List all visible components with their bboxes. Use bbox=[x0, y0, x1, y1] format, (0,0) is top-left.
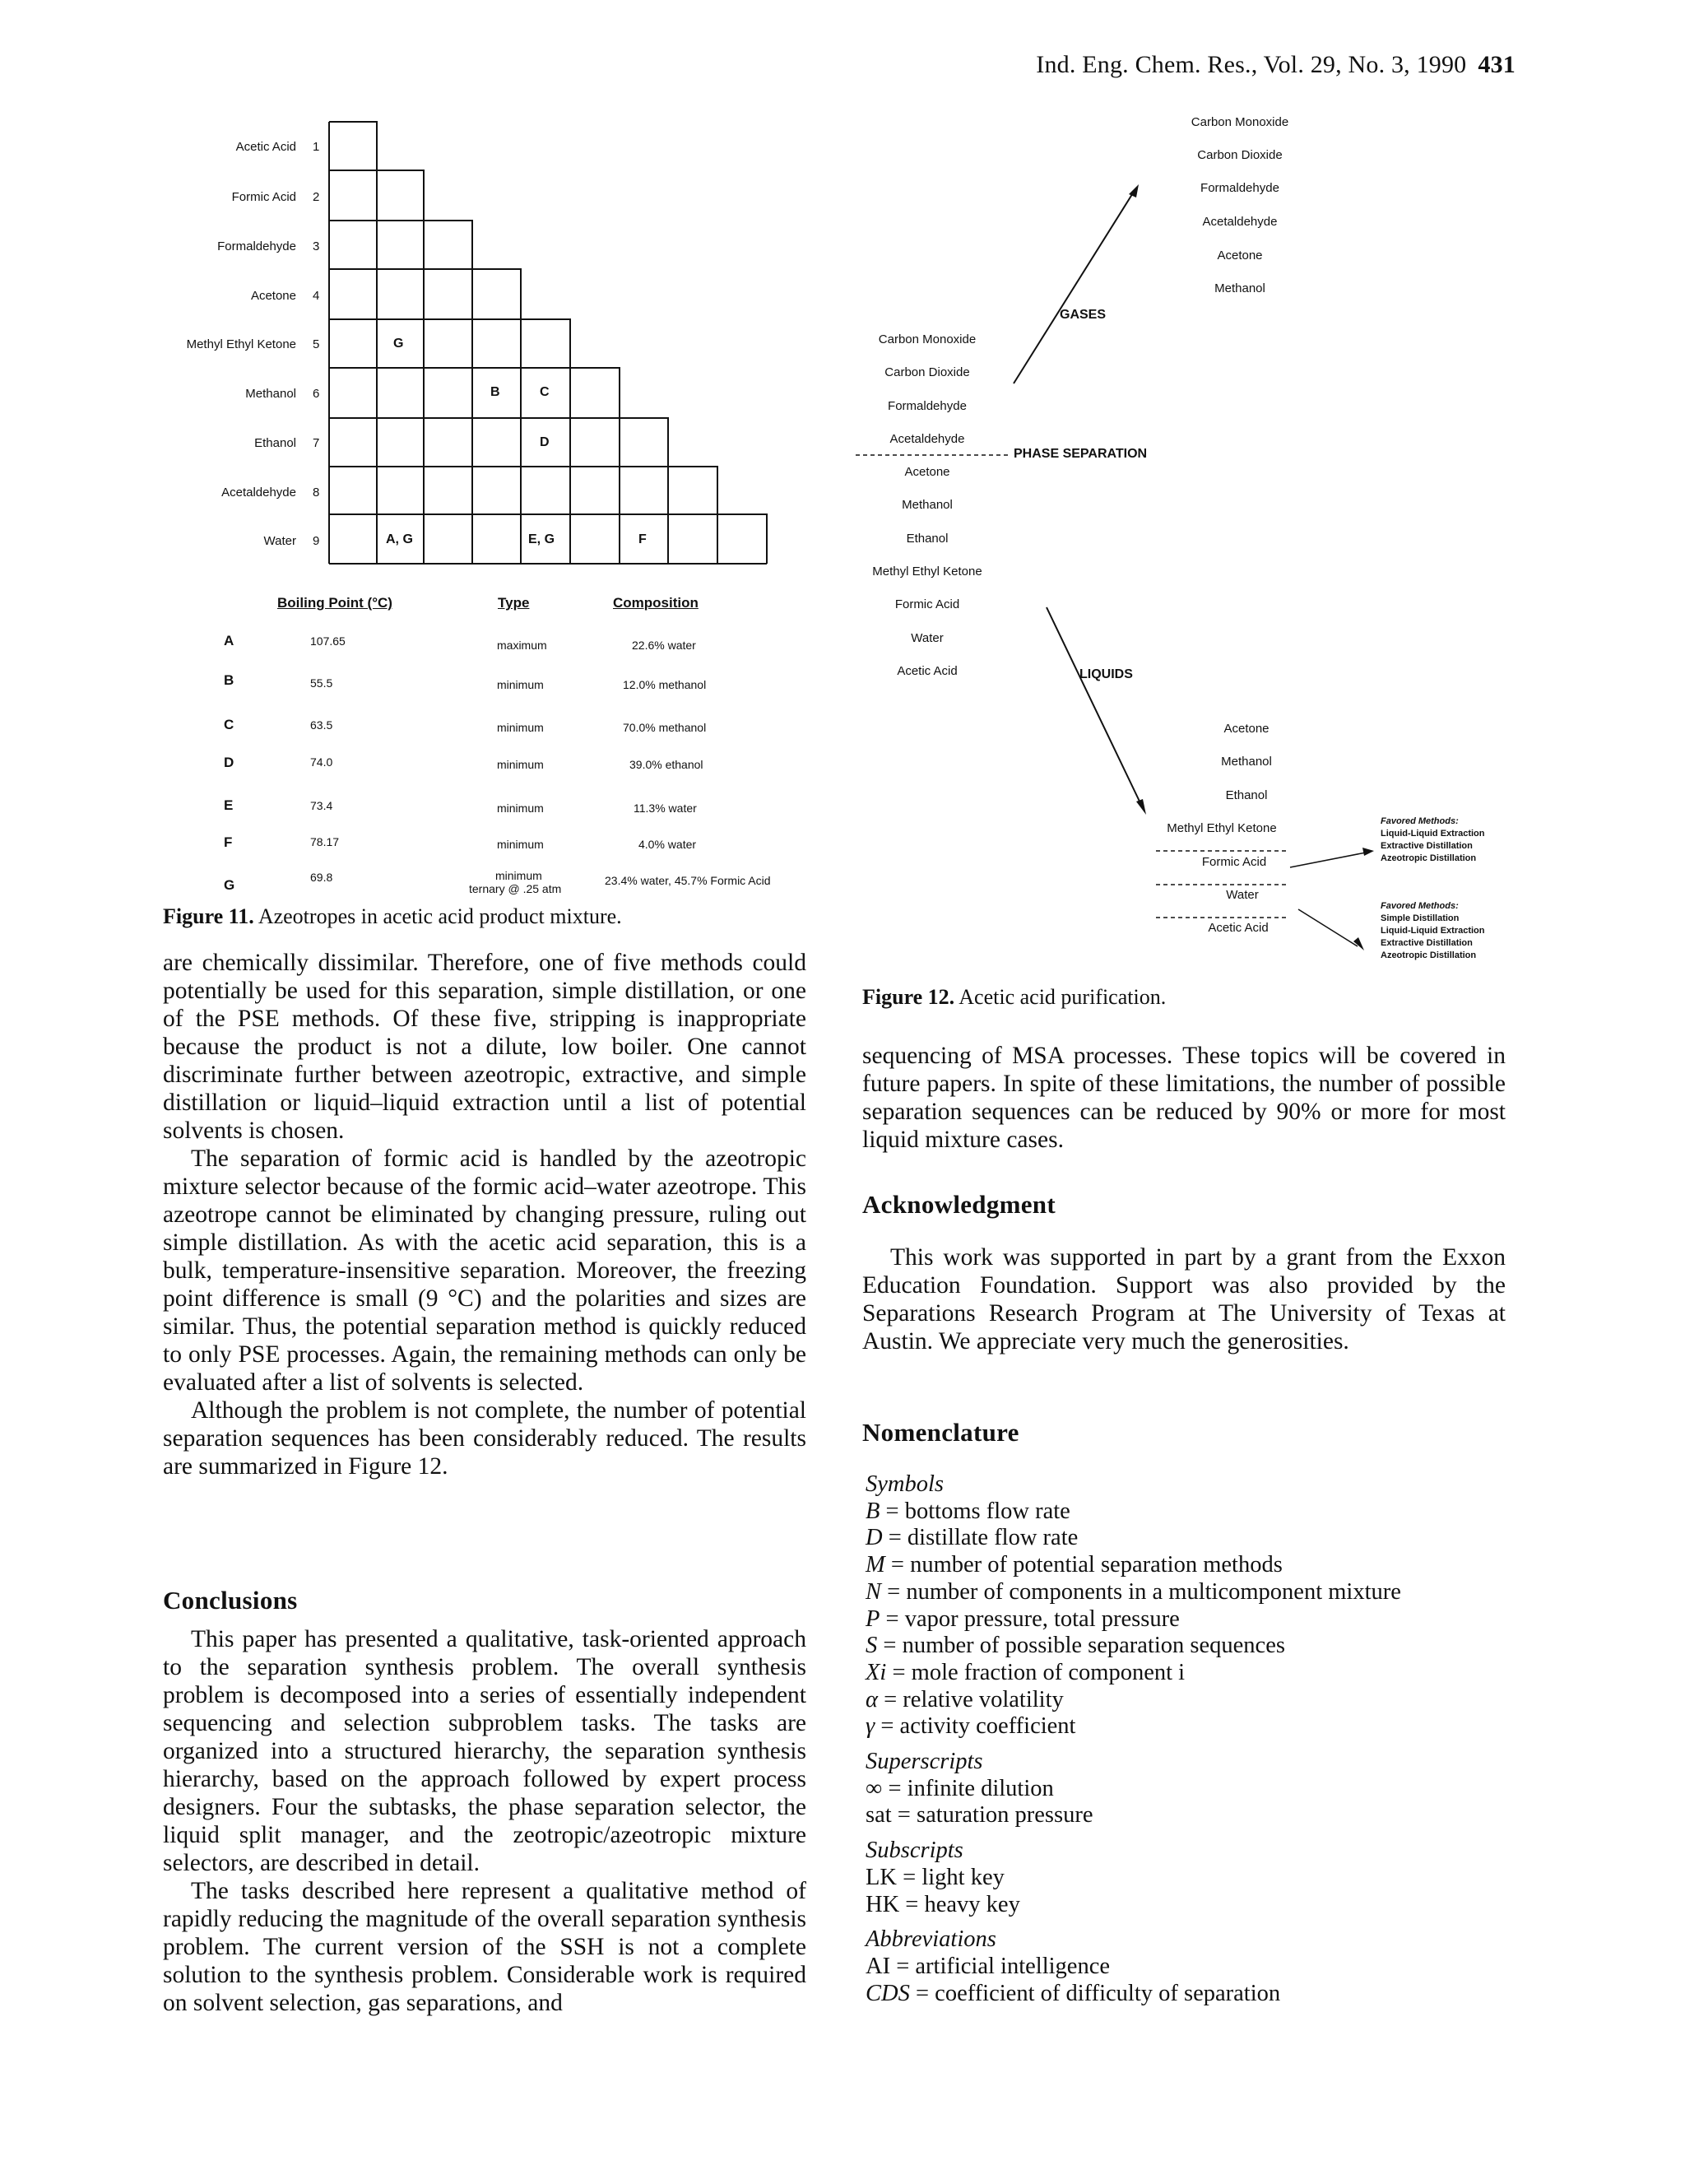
row-label: Methyl Ethyl Ketone bbox=[186, 337, 296, 351]
row-number: 1 bbox=[313, 140, 320, 154]
list-item: Acetaldehyde bbox=[889, 432, 965, 446]
row-label: Acetic Acid bbox=[235, 140, 296, 154]
paragraph: This work was supported in part by a grant from the Exxon Education Foundation. Support was also provided by the Separations Research Program at The University of Texas at Austin. We appreciate very much the generosities. bbox=[862, 1244, 1506, 1355]
list-item: Ethanol bbox=[1225, 788, 1268, 802]
table-row-key: G bbox=[224, 877, 235, 893]
row-number: 9 bbox=[313, 534, 320, 548]
nomenclature-entry: CDS = coefficient of difficulty of separation bbox=[866, 1980, 1281, 2006]
column-header-composition: Composition bbox=[613, 595, 699, 611]
caption-label: Figure 12. bbox=[862, 985, 955, 1009]
left-column-text bbox=[163, 949, 806, 1480]
list-item: Formic Acid bbox=[894, 597, 960, 611]
nomenclature-list bbox=[866, 1471, 1524, 2007]
list-item: Carbon Dioxide bbox=[884, 365, 970, 379]
row-number: 5 bbox=[313, 337, 320, 351]
favored-item: Extractive Distillation bbox=[1381, 841, 1473, 851]
azeotrope-cell-ag: A, G bbox=[386, 532, 413, 546]
list-item: Formaldehyde bbox=[888, 399, 967, 413]
list-item: Carbon Dioxide bbox=[1197, 148, 1283, 162]
favored-title: Favored Methods: bbox=[1381, 816, 1459, 826]
table-row-key: B bbox=[224, 672, 234, 688]
row-number: 7 bbox=[313, 436, 320, 450]
table-cell: minimum bbox=[497, 678, 544, 691]
nomenclature-entry: γ = activity coefficient bbox=[866, 1713, 1076, 1740]
journal-citation: Ind. Eng. Chem. Res., Vol. 29, No. 3, 1990 bbox=[1036, 51, 1467, 78]
nomenclature-entry: M = number of potential separation methods bbox=[866, 1552, 1283, 1578]
table-cell: minimum bbox=[497, 721, 544, 734]
azeotrope-cell-b: B bbox=[490, 385, 500, 399]
row-label: Formaldehyde bbox=[217, 239, 296, 253]
table-cell: maximum bbox=[497, 639, 547, 652]
acknowledgment-heading: Acknowledgment bbox=[862, 1190, 1056, 1219]
list-item: Acetic Acid bbox=[897, 664, 958, 678]
table-row-key: D bbox=[224, 755, 234, 770]
abbreviations-heading: Abbreviations bbox=[866, 1926, 996, 1953]
column-header-type: Type bbox=[498, 595, 530, 611]
table-cell: 74.0 bbox=[310, 755, 333, 769]
favored-item: Extractive Distillation bbox=[1381, 938, 1473, 948]
list-item: Acetic Acid bbox=[1208, 921, 1269, 935]
table-cell: 63.5 bbox=[310, 718, 333, 732]
list-item: Acetone bbox=[1217, 249, 1263, 263]
table-row-key: E bbox=[224, 797, 234, 813]
superscripts-heading: Superscripts bbox=[866, 1749, 983, 1775]
table-cell: minimum bbox=[497, 758, 544, 771]
figure-12-caption bbox=[862, 985, 1166, 1010]
nomenclature-entry: B = bottoms flow rate bbox=[866, 1498, 1070, 1524]
paragraph: sequencing of MSA processes. These topics will be covered in future papers. In spite of these limitations, the number of possible separation sequences can be reduced by 90% or more for most liquid mixture cases. bbox=[862, 1043, 1506, 1153]
phase-separation-label: PHASE SEPARATION bbox=[1014, 447, 1148, 461]
favored-methods-acetic bbox=[1381, 900, 1485, 962]
table-cell: 4.0% water bbox=[638, 838, 697, 851]
row-label: Methanol bbox=[245, 387, 296, 401]
list-item: Acetone bbox=[904, 465, 950, 479]
table-cell: ternary @ .25 atm bbox=[469, 882, 562, 895]
row-number: 8 bbox=[313, 486, 320, 500]
nomenclature-heading: Nomenclature bbox=[862, 1418, 1019, 1447]
row-number: 3 bbox=[313, 239, 320, 253]
list-item: Acetone bbox=[1223, 722, 1270, 736]
list-item: Formic Acid bbox=[1201, 855, 1267, 869]
nomenclature-entry: Xi = mole fraction of component i bbox=[866, 1659, 1186, 1685]
table-cell: 55.5 bbox=[310, 676, 333, 690]
list-item: Methanol bbox=[902, 498, 953, 512]
row-label: Acetone bbox=[250, 289, 296, 303]
azeotrope-cell-c: C bbox=[540, 385, 550, 399]
favored-item: Azeotropic Distillation bbox=[1381, 853, 1477, 863]
nomenclature-entry: D = distillate flow rate bbox=[866, 1525, 1079, 1551]
list-item: Methanol bbox=[1214, 281, 1265, 295]
column-header-boiling-point: Boiling Point (°C) bbox=[277, 595, 392, 611]
purification-flow-arrows bbox=[0, 0, 1685, 1029]
caption-text: Acetic acid purification. bbox=[959, 985, 1167, 1009]
row-label: Ethanol bbox=[254, 436, 296, 450]
caption-text: Azeotropes in acetic acid product mixture. bbox=[258, 904, 622, 928]
list-item: Methyl Ethyl Ketone bbox=[1167, 821, 1277, 835]
table-cell: 11.3% water bbox=[634, 802, 697, 815]
paragraph: The tasks described here represent a qualitative method of rapidly reducing the magnitude of the overall separation synthesis problem. The current version of the SSH is not a complete solution to the synthesis problem. Considerable work is required on solvent selection, gas separations, and bbox=[163, 1878, 806, 2016]
nomenclature-entry: S = number of possible separation sequences bbox=[866, 1633, 1285, 1659]
right-column-text bbox=[862, 1042, 1506, 1154]
list-item: Carbon Monoxide bbox=[1191, 115, 1289, 129]
nomenclature-entry: LK = light key bbox=[866, 1864, 1005, 1890]
caption-label: Figure 11. bbox=[163, 904, 254, 928]
table-cell: 12.0% methanol bbox=[623, 678, 707, 691]
paragraph: The separation of formic acid is handled by the azeotropic mixture selector because of the formic acid–water azeotrope. This azeotrope cannot be eliminated by changing pressure, ruling out simple distillation. As with the acetic acid separation, this is a bulk, temperature-insensitive separation. Moreover, the freezing point difference is small (9 °C) and the polarities and sizes are similar. Thus, the potential separation method is quickly reduced to only PSE processes. Again, the remaining methods can only be evaluated after a list of solvents is selected. bbox=[163, 1145, 806, 1396]
page-number: 431 bbox=[1478, 51, 1516, 78]
row-label: Acetaldehyde bbox=[221, 486, 296, 500]
paragraph: This paper has presented a qualitative, task-oriented approach to the separation synthesis problem. The overall synthesis problem is decomposed into a series of essentially independent sequencing and selection subproblem tasks. The tasks are organized into a structured hierarchy, the separation synthesis hierarchy, based on the approach followed by expert process designers. Four the subtasks, the phase separation selector, the liquid split manager, and the zeotropic/azeotropic mixture selectors, are described in detail. bbox=[163, 1626, 806, 1876]
table-cell: 78.17 bbox=[310, 835, 340, 848]
table-cell: minimum bbox=[497, 802, 544, 815]
liquids-label: LIQUIDS bbox=[1079, 667, 1133, 681]
list-item: Carbon Monoxide bbox=[878, 332, 977, 346]
favored-item: Liquid-Liquid Extraction bbox=[1381, 926, 1485, 936]
table-row-key: F bbox=[224, 834, 233, 850]
table-cell: minimum bbox=[495, 869, 542, 882]
row-label: Water bbox=[263, 534, 296, 548]
conclusions-heading: Conclusions bbox=[163, 1586, 298, 1615]
nomenclature-entry: P = vapor pressure, total pressure bbox=[866, 1605, 1180, 1632]
conclusions-text bbox=[163, 1625, 806, 2017]
row-number: 6 bbox=[313, 387, 320, 401]
list-item: Ethanol bbox=[906, 532, 949, 546]
symbols-heading: Symbols bbox=[866, 1471, 944, 1497]
list-item: Water bbox=[911, 631, 944, 645]
subscripts-heading: Subscripts bbox=[866, 1838, 963, 1864]
table-cell: 22.6% water bbox=[632, 639, 696, 652]
row-number: 4 bbox=[313, 289, 320, 303]
table-cell: 23.4% water, 45.7% Formic Acid bbox=[605, 874, 771, 887]
acknowledgment-text bbox=[862, 1243, 1506, 1355]
list-item: Methyl Ethyl Ketone bbox=[872, 565, 982, 579]
nomenclature-entry: N = number of components in a multicomponent mixture bbox=[866, 1578, 1401, 1605]
list-item: Methanol bbox=[1221, 755, 1272, 769]
azeotrope-cell-d: D bbox=[540, 435, 550, 449]
nomenclature-entry: AI = artificial intelligence bbox=[866, 1953, 1110, 1979]
azeotrope-cell-f: F bbox=[638, 532, 647, 546]
list-item: Water bbox=[1226, 888, 1259, 902]
table-cell: 69.8 bbox=[310, 871, 333, 884]
row-number: 2 bbox=[313, 190, 320, 204]
table-row-key: A bbox=[224, 633, 234, 648]
table-cell: minimum bbox=[497, 838, 544, 851]
row-label: Formic Acid bbox=[231, 190, 296, 204]
paragraph: are chemically dissimilar. Therefore, one of five methods could potentially be used for this separation, simple distillation, or one of the PSE methods. Of these five, stripping is inappropriate because the product is not a dilute, low boiler. One cannot discriminate further between azeotropic, extractive, and simple distillation or liquid–liquid extraction until a list of potential solvents is chosen. bbox=[163, 950, 806, 1144]
nomenclature-entry: HK = heavy key bbox=[866, 1891, 1020, 1917]
table-cell: 73.4 bbox=[310, 799, 333, 812]
table-cell: 39.0% ethanol bbox=[629, 758, 703, 771]
azeotrope-cell-g: G bbox=[393, 337, 404, 351]
list-item: Acetaldehyde bbox=[1202, 215, 1278, 229]
table-cell: 107.65 bbox=[310, 634, 346, 648]
nomenclature-entry: sat = saturation pressure bbox=[866, 1802, 1093, 1829]
favored-title: Favored Methods: bbox=[1381, 901, 1459, 911]
nomenclature-entry: α = relative volatility bbox=[866, 1686, 1064, 1712]
table-cell: 70.0% methanol bbox=[623, 721, 707, 734]
table-row-key: C bbox=[224, 717, 234, 732]
favored-item: Azeotropic Distillation bbox=[1381, 950, 1477, 960]
gases-label: GASES bbox=[1060, 308, 1107, 322]
azeotrope-cell-eg: E, G bbox=[528, 532, 555, 546]
list-item: Formaldehyde bbox=[1200, 181, 1279, 195]
favored-item: Simple Distillation bbox=[1381, 913, 1460, 923]
favored-methods-formic bbox=[1381, 816, 1485, 865]
favored-item: Liquid-Liquid Extraction bbox=[1381, 829, 1485, 839]
nomenclature-entry: ∞ = infinite dilution bbox=[866, 1775, 1054, 1801]
paragraph: Although the problem is not complete, the number of potential separation sequences has been considerably reduced. The results are summarized in Figure 12. bbox=[163, 1397, 806, 1480]
